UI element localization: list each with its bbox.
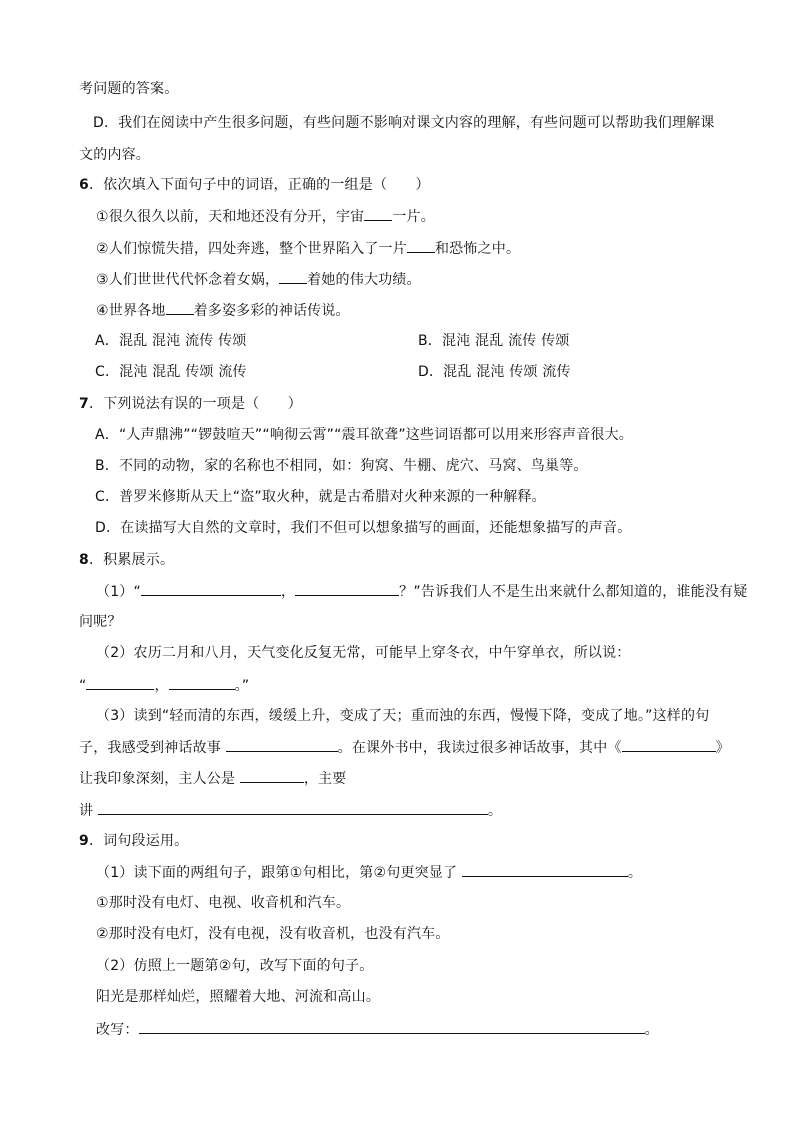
q7-option-b[interactable] <box>95 457 746 475</box>
q9-sentence-1 <box>96 894 746 912</box>
q8-p3-c: 。在课外书中，我读过很多神话故事，其中《 <box>337 740 622 756</box>
q6-s3-post: 着她的伟大功绩。 <box>307 272 421 288</box>
q9-p1-d: ② <box>373 865 387 881</box>
q7-option-a-text: A．“人声鼎沸”“锣鼓喧天”“响彻云霄”“震耳欲聋”这些词语都可以用来形容声音很大。 <box>95 427 633 443</box>
q6-option-b-text: B．混沌 混乱 流传 传颂 <box>418 333 570 349</box>
q7-option-c[interactable] <box>95 488 746 506</box>
q8-p3-e: 让我印象深刻，主人公是 <box>79 771 236 787</box>
q7-stem-text: ．下列说法有误的一项是（ ） <box>88 396 302 412</box>
answer-blank[interactable] <box>462 863 628 877</box>
answer-blank[interactable] <box>622 738 716 752</box>
answer-blank[interactable] <box>141 582 281 596</box>
q6-option-a-text: A．混乱 混沌 流传 传颂 <box>95 333 247 349</box>
q7-stem <box>79 395 746 413</box>
q6-s1-pre: ①很久很久以前，天和地还没有分开，宇宙 <box>96 209 365 225</box>
q6-s2-post: 和恐怖之中。 <box>434 241 521 257</box>
answer-blank[interactable] <box>169 676 235 690</box>
q6-s1-post: 一片。 <box>392 209 435 225</box>
q5-option-d-wrap <box>79 146 746 164</box>
q6-stem <box>79 176 746 194</box>
q8-number: 8 <box>79 552 89 568</box>
q9-p2-c: 句，改写下面的句子。 <box>231 958 374 974</box>
q8-p1-c: ？”告诉我们人不是生出来就什么都知道的，谁能没有疑 <box>399 584 748 600</box>
q8-stem <box>79 551 746 569</box>
q9-p1-e: 句更突显了 <box>386 865 458 881</box>
q8-stem-text: ．积累展示。 <box>88 552 175 568</box>
q6-sentence-2 <box>96 239 746 258</box>
q5-option-d-line2: 文的内容。 <box>79 147 150 163</box>
answer-blank[interactable] <box>279 270 307 284</box>
q8-p2-b: “ <box>79 678 87 694</box>
answer-blank[interactable] <box>240 769 304 783</box>
q9-sentence-2 <box>96 925 746 943</box>
q6-option-d-text: D．混乱 混沌 传颂 流传 <box>418 364 571 380</box>
q8-part-3-line4 <box>79 801 746 820</box>
answer-blank[interactable] <box>86 676 154 690</box>
q9-source-sentence <box>96 988 746 1006</box>
q8-p2-c: ， <box>154 678 169 694</box>
q7-option-d[interactable] <box>95 519 746 537</box>
q6-s4-post: 着多姿多彩的神话传说。 <box>193 303 350 319</box>
q8-p3-g: 讲 <box>79 803 94 819</box>
q6-option-b[interactable] <box>418 332 746 350</box>
q9-p1-a: （1）读下面的两组句子，跟第 <box>96 865 290 881</box>
q9-p2-b: ② <box>218 958 232 974</box>
q9-p2-a: （2）仿照上一题第 <box>96 958 219 974</box>
q9-part-1 <box>96 863 746 882</box>
q6-sentence-1 <box>96 207 746 226</box>
q9-rewrite <box>96 1020 746 1039</box>
q9-part-2 <box>96 957 746 975</box>
q5-cont-text: 考问题的答案。 <box>79 81 179 97</box>
q7-option-a[interactable] <box>95 426 746 444</box>
q8-part-1 <box>96 582 746 601</box>
answer-blank[interactable] <box>226 738 338 752</box>
q9-s1-text: ①那时没有电灯、电视、收音机和汽车。 <box>96 895 351 911</box>
answer-blank[interactable] <box>295 582 399 596</box>
answer-blank[interactable] <box>98 801 488 815</box>
q7-option-b-text: B．不同的动物，家的名称也不相同，如：狗窝、牛棚、虎穴、马窝、鸟巢等。 <box>95 458 588 474</box>
q8-p3-f: ，主要 <box>303 771 347 787</box>
q7-option-c-text: C．普罗米修斯从天上“盗”取火种，就是古希腊对火种来源的一种解释。 <box>95 489 546 505</box>
q8-p1-d: 问呢？ <box>79 614 122 630</box>
rewrite-answer-blank[interactable] <box>139 1020 645 1034</box>
q8-p2-d: 。” <box>234 678 250 694</box>
q7-option-d-text: D．在读描写大自然的文章时，我们不但可以想象描写的画面，还能想象描写的声音。 <box>95 520 632 536</box>
q9-sentence-text: 阳光是那样灿烂，照耀着大地、河流和高山。 <box>96 989 380 1005</box>
q8-part-1-wrap <box>79 613 746 631</box>
q9-s2-text: ②那时没有电灯，没有电视，没有收音机，也没有汽车。 <box>96 926 450 942</box>
q9-p1-f: 。 <box>627 865 643 881</box>
q8-part-3-line2 <box>79 738 746 757</box>
q5-continuation <box>79 80 746 98</box>
q9-number: 9 <box>79 833 89 849</box>
q9-stem-text: ．词句段运用。 <box>88 833 189 849</box>
q6-s2-pre: ②人们惊慌失措，四处奔逃，整个世界陷入了一片 <box>96 241 407 257</box>
q9-stem <box>79 832 746 850</box>
q6-option-d[interactable] <box>418 363 746 381</box>
q8-p3-d: 》 <box>715 740 730 756</box>
q9-rewrite-label: 改写： <box>96 1022 139 1038</box>
q5-option-d <box>93 114 746 132</box>
q7-number: 7 <box>79 396 89 412</box>
answer-blank[interactable] <box>166 301 194 315</box>
q8-part-3 <box>96 707 746 725</box>
q8-p2-a: （2）农历二月和八月，天气变化反复无常，可能早上穿冬衣，中午穿单衣，所以说： <box>96 645 631 661</box>
q5-option-d-line1: D．我们在阅读中产生很多问题，有些问题不影响对课文内容的理解，有些问题可以帮助我们理解课 <box>93 115 715 131</box>
q6-option-c-text: C．混沌 混乱 传颂 流传 <box>95 364 247 380</box>
q6-number: 6 <box>79 177 89 193</box>
q8-p1-b: ， <box>280 584 296 600</box>
q6-sentence-3 <box>96 270 746 289</box>
q6-s3-pre: ③人们世世代代怀念着女娲， <box>96 272 280 288</box>
q8-part-2-answer <box>79 676 746 695</box>
q6-sentence-4 <box>96 301 746 320</box>
q9-p1-b: ① <box>289 865 303 881</box>
q9-p1-c: 句相比，第 <box>302 865 374 881</box>
q8-p3-a: （3）读到“轻而清的东西，缓缓上升，变成了天；重而浊的东西，慢慢下降，变成了地。”这样的句 <box>96 708 710 724</box>
q9-rewrite-end: 。 <box>644 1022 659 1038</box>
q6-stem-text: ．依次填入下面句子中的词语，正确的一组是（ ） <box>88 177 430 193</box>
q8-p1-a: （1）“ <box>96 584 141 600</box>
q8-p3-h: 。 <box>487 803 503 819</box>
q8-p3-b: 子，我感受到神话故事 <box>79 740 221 756</box>
answer-blank[interactable] <box>364 207 392 221</box>
q6-s4-pre: ④世界各地 <box>96 303 166 319</box>
q8-part-2 <box>96 644 746 662</box>
q8-part-3-line3 <box>79 769 746 788</box>
answer-blank[interactable] <box>407 239 435 253</box>
